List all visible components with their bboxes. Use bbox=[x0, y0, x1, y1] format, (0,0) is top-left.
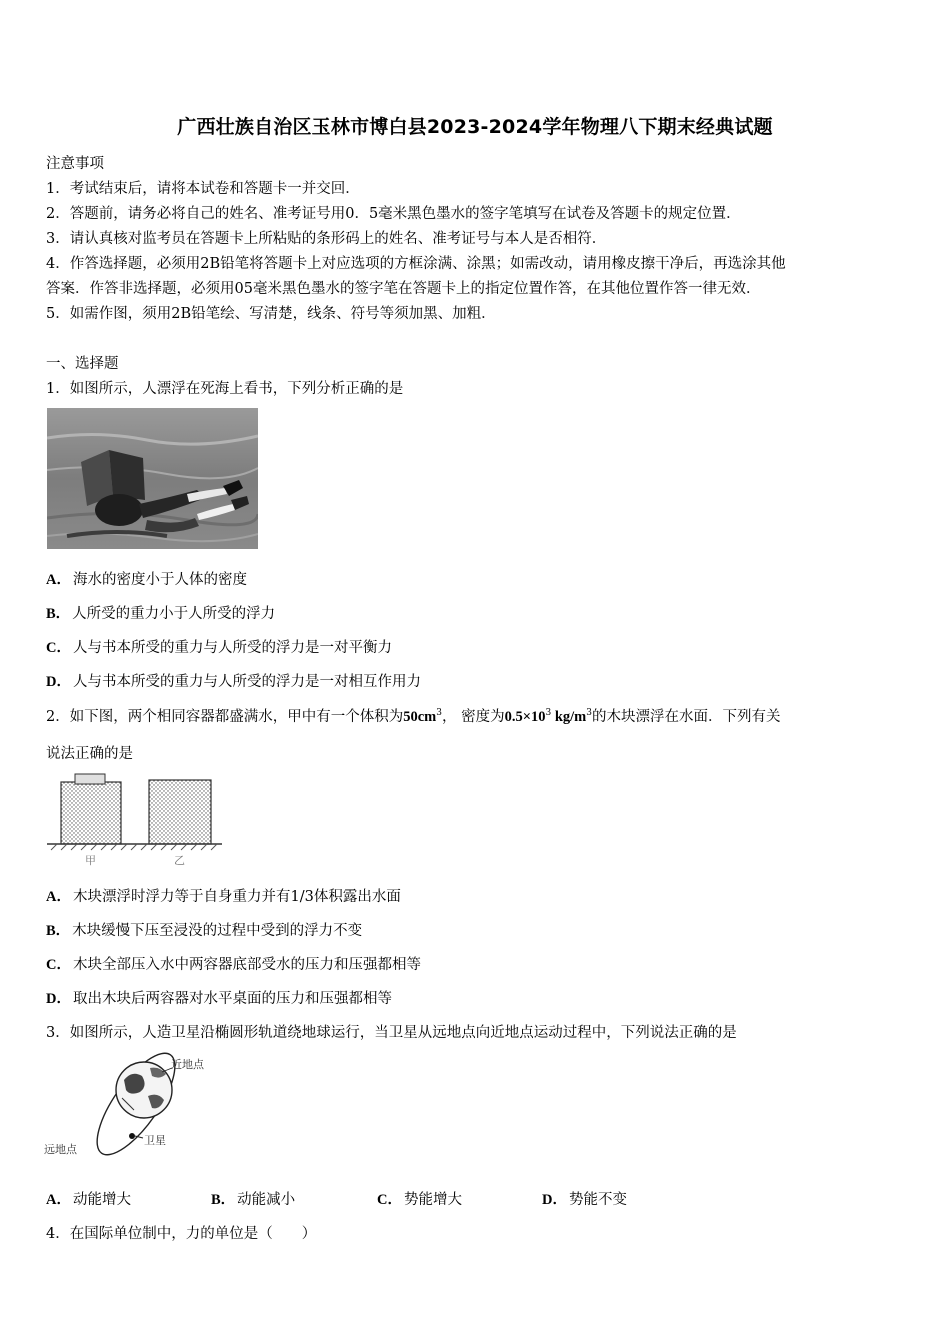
q1-option-b[interactable]: B． 人所受的重力小于人所受的浮力 bbox=[46, 606, 276, 622]
q2-option-c[interactable]: C． 木块全部压入水中两容器底部受水的压力和压强都相等 bbox=[46, 957, 421, 973]
q3-option-a[interactable]: A． 动能增大 bbox=[46, 1192, 131, 1208]
question-2-stem-cont: 说法正确的是 bbox=[46, 746, 133, 762]
satellite-orbit-figure bbox=[44, 1052, 224, 1162]
notice-item: 1．考试结束后，请将本试卷和答题卡一并交回． bbox=[46, 181, 360, 197]
notice-item: 2．答题前，请务必将自己的姓名、准考证号用0．5毫米黑色墨水的签字笔填写在试卷及答题卡的规定位置． bbox=[46, 206, 741, 222]
notice-item: 5．如需作图，须用2B铅笔绘、写清楚，线条、符号等须加黑、加粗． bbox=[46, 306, 496, 322]
person-shape bbox=[95, 494, 143, 526]
satellite-dot bbox=[129, 1133, 135, 1139]
q3-option-d[interactable]: D． 势能不变 bbox=[542, 1192, 627, 1208]
label-perigee: 近地点 bbox=[171, 1058, 204, 1071]
q3-option-c[interactable]: C． 势能增大 bbox=[377, 1192, 462, 1208]
container-yi bbox=[149, 780, 211, 844]
label-apogee: 远地点 bbox=[44, 1143, 77, 1156]
q2-option-a[interactable]: A． 木块漂浮时浮力等于自身重力并有1/3体积露出水面 bbox=[46, 889, 401, 905]
question-1-stem: 1．如图所示，人漂浮在死海上看书，下列分析正确的是 bbox=[46, 381, 404, 397]
q1-option-a[interactable]: A． 海水的密度小于人体的密度 bbox=[46, 572, 247, 588]
question-2-stem: 2．如下图，两个相同容器都盛满水，甲中有一个体积为$50cm^3$， 密度为$0.5\times 10^3$ $kg/m^3$的木块漂浮在水面．下列有关 bbox=[46, 708, 781, 725]
question-3-stem: 3．如图所示，人造卫星沿椭圆形轨道绕地球运行，当卫星从远地点向近地点运动过程中，下列说法正确的是 bbox=[46, 1025, 737, 1041]
notice-heading: 注意事项 bbox=[46, 156, 104, 172]
q2-option-b[interactable]: B． 木块缓慢下压至浸没的过程中受到的浮力不变 bbox=[46, 923, 363, 939]
question-4-stem: 4．在国际单位制中，力的单位是（ ） bbox=[46, 1226, 317, 1242]
notice-item: 3．请认真核对监考员在答题卡上所粘贴的条形码上的姓名、准考证号与本人是否相符． bbox=[46, 231, 607, 247]
wood-block bbox=[75, 774, 105, 784]
label-satellite: 卫星 bbox=[144, 1134, 166, 1147]
container-jia bbox=[61, 782, 121, 844]
label-jia: 甲 bbox=[85, 854, 96, 867]
q3-option-b[interactable]: B． 动能减小 bbox=[211, 1192, 296, 1208]
dead-sea-photo bbox=[47, 408, 258, 549]
containers-figure bbox=[47, 770, 222, 867]
section-heading: 一、选择题 bbox=[46, 356, 119, 372]
notice-item: 4．作答选择题，必须用2B铅笔将答题卡上对应选项的方框涂满、涂黑；如需改动，请用橡皮擦干净后，再选涂其他 bbox=[46, 256, 786, 272]
notice-item: 答案．作答非选择题，必须用05毫米黑色墨水的签字笔在答题卡上的指定位置作答，在其他位置作答一律无效． bbox=[46, 281, 761, 297]
q2-option-d[interactable]: D． 取出木块后两容器对水平桌面的压力和压强都相等 bbox=[46, 991, 392, 1007]
label-yi: 乙 bbox=[174, 854, 185, 867]
earth-shape bbox=[116, 1062, 172, 1118]
q1-option-d[interactable]: D． 人与书本所受的重力与人所受的浮力是一对相互作用力 bbox=[46, 674, 421, 690]
q1-option-c[interactable]: C． 人与书本所受的重力与人所受的浮力是一对平衡力 bbox=[46, 640, 392, 656]
page-title: 广西壮族自治区玉林市博白县2023-2024学年物理八下期末经典试题 bbox=[177, 116, 773, 138]
